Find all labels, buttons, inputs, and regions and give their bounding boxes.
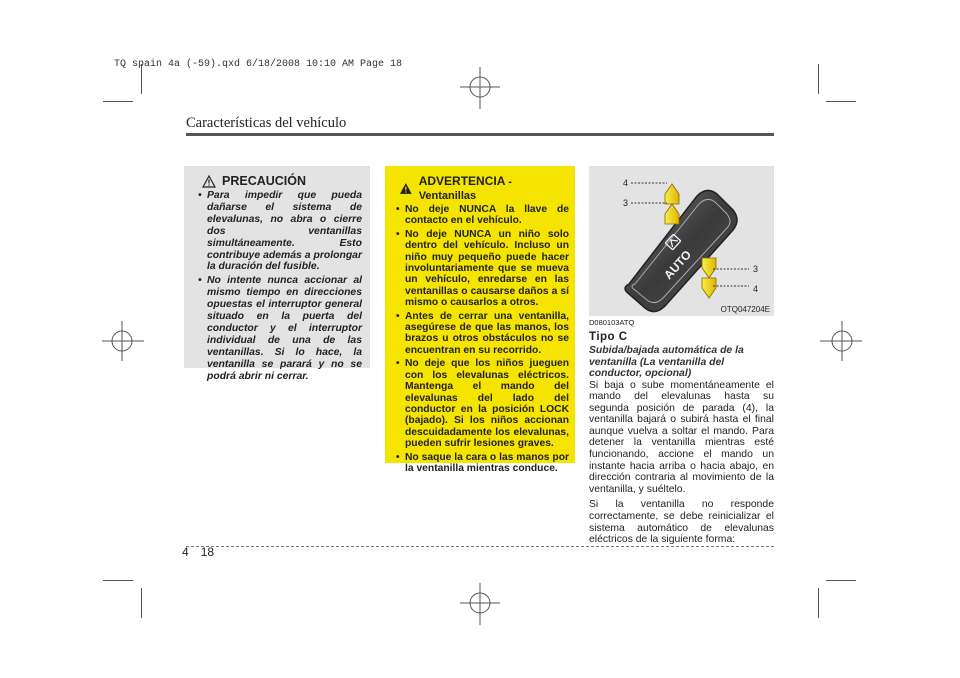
- window-switch-figure: [589, 166, 774, 316]
- warning-triangle-icon: [399, 182, 413, 195]
- warning-title-text: ADVERTENCIA: [418, 174, 505, 188]
- crop-mark: [826, 101, 856, 102]
- arrow-down-icon: [702, 278, 716, 298]
- footer-rule: [186, 546, 774, 547]
- window-switch-illustration: [589, 166, 774, 316]
- crop-mark: [103, 580, 133, 581]
- chapter-number: 4: [182, 545, 189, 559]
- registration-mark-bottom: [455, 578, 505, 628]
- warning-subtitle: - Ventanillas: [418, 176, 512, 202]
- caution-title: [202, 174, 362, 188]
- label-down-bottom: 4: [753, 284, 759, 294]
- warning-box: [385, 166, 575, 474]
- warning-item: • Antes de cerrar una ventanilla, asegúrese de que las manos, los brazos u otros obstáculos no se encuentran en su recorrido.: [393, 311, 569, 357]
- caution-list: [196, 190, 362, 383]
- registration-mark-left: [102, 316, 152, 366]
- caution-box: [184, 166, 370, 382]
- section-title: Características del vehículo: [186, 115, 347, 131]
- warning-list: [393, 204, 569, 474]
- caution-title-text: PRECAUCIÓN: [222, 174, 307, 188]
- crop-mark: [826, 580, 856, 581]
- arrow-up-icon: [665, 184, 679, 204]
- crop-mark: [103, 101, 133, 102]
- figure-code: OTQ047204E: [720, 305, 770, 314]
- caution-triangle-icon: [202, 175, 216, 188]
- warning-item: • No saque la cara o las manos por la ventanilla mientras conduce.: [393, 452, 569, 475]
- warning-item: • No deje NUNCA la llave de contacto en el vehículo.: [393, 204, 569, 227]
- body-paragraph: Si baja o sube momentáneamente el mando del elevalunas hasta su segunda posición de parada (4), la ventanilla bajará o subirá hasta el final aunque vuelva a soltar el mando. Para detener la ventanilla mientras esté funcionando, accione el mando un instante hacia arriba o hacia abajo, en dirección contraria al movimiento de la ventanilla, y suéltelo.: [589, 379, 774, 495]
- caution-item: • No intente nunca accionar al mismo tiempo en direcciones opuestas el interruptor general situado en la puerta del conductor y el interruptor individual de una de las ventanillas. Si lo hace, la ventanilla se parará y no se podrá abrir ni cerrar.: [196, 275, 362, 382]
- crop-mark: [818, 588, 819, 618]
- label-up-top: 4: [623, 178, 629, 188]
- warning-item: • No deje que los niños jueguen con los elevalunas eléctricos. Mantenga el mando del elevalunas del lado del conductor en la posición LOCK (bajado). Si los niños accionan descuidadamente los elevalunas, pueden sufrir lesiones graves.: [393, 358, 569, 449]
- label-up-bottom: 3: [623, 198, 629, 208]
- page-number: [182, 545, 214, 559]
- switch-auto-label: AUTO: [661, 247, 695, 283]
- subsection-heading: Tipo C: [589, 331, 628, 343]
- registration-mark-right: [812, 316, 862, 366]
- arrow-down-icon: [702, 258, 716, 278]
- registration-mark-top: [455, 65, 505, 115]
- page-num: 18: [200, 545, 215, 559]
- caution-item: • Para impedir que pueda dañarse el sistema de elevalunas, no abra o cierre dos ventanillas simultáneamente. Esto contribuye además a prolongar la duración del fusible.: [196, 190, 362, 273]
- warning-item: • No deje NUNCA un niño solo dentro del vehículo. Incluso un niño muy pequeño puede hacer involuntariamente que se mueva un vehículo, enredarse en las ventanillas o causarse daños a sí mismo o causarlos a otros.: [393, 229, 569, 309]
- text-column: [589, 318, 774, 546]
- subsection-subheading: Subida/bajada automática de la ventanilla (La ventanilla del conductor, opcional): [589, 345, 744, 379]
- crop-mark: [818, 64, 819, 94]
- title-rule: [186, 133, 774, 136]
- reference-code: D080103ATQ: [589, 318, 635, 327]
- arrow-up-icon: [665, 204, 679, 224]
- body-paragraph: Si la ventanilla no responde correctamente, se debe reinicializar el sistema automático de elevalunas eléctricos de la siguiente forma:: [589, 499, 774, 546]
- crop-mark: [141, 588, 142, 618]
- warning-title: [399, 174, 569, 202]
- print-header: TQ spain 4a (-59).qxd 6/18/2008 10:10 AM Page 18: [114, 59, 403, 70]
- label-down-top: 3: [753, 264, 759, 274]
